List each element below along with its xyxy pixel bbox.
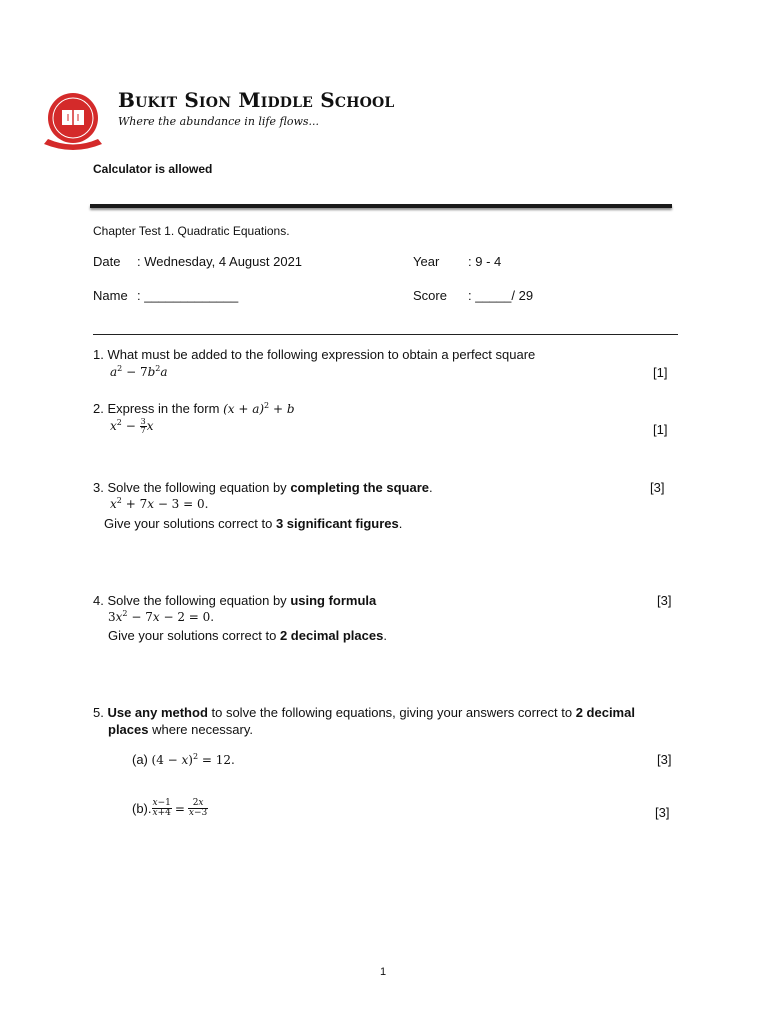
question-4-instruction: Give your solutions correct to 2 decimal places. bbox=[108, 628, 387, 643]
question-3-instruction: Give your solutions correct to 3 significant figures. bbox=[104, 516, 403, 531]
school-motto: Where the abundance in life flows... bbox=[118, 115, 320, 128]
question-3-text: 3. Solve the following equation by completing the square. bbox=[93, 480, 433, 495]
question-2-form: $(x + a)^2 + b$ bbox=[223, 401, 295, 416]
question-4-equation: $3x^2 - 7x - 2 = 0$. bbox=[108, 609, 215, 624]
year-label: Year bbox=[413, 254, 440, 269]
date-label: Date bbox=[93, 254, 121, 269]
question-5b-rhs: $\frac{2x}{x-3}$ bbox=[188, 798, 208, 818]
question-1-text: 1. What must be added to the following expression to obtain a perfect square bbox=[93, 347, 536, 362]
question-5-text-cont: places where necessary. bbox=[108, 722, 254, 737]
test-title: Chapter Test 1. Quadratic Equations. bbox=[93, 224, 290, 238]
question-5b-lhs: $\frac{x-1}{x+4}$ bbox=[152, 798, 171, 818]
question-5b-mark: [3] bbox=[655, 805, 670, 820]
question-2-mark: [1] bbox=[653, 422, 668, 437]
question-5b: (b). $\frac{x-1}{x+4}$ = $\frac{2x}{x-3}$ bbox=[132, 798, 208, 818]
year-value: : 9 - 4 bbox=[468, 254, 502, 269]
name-label: Name bbox=[93, 288, 128, 303]
question-2-text: 2. Express in the form $(x + a)^2 + b$ bbox=[93, 401, 295, 416]
score-field: : _____/ 29 bbox=[468, 288, 534, 303]
name-field: : _____________ bbox=[137, 288, 239, 303]
date-value: : Wednesday, 4 August 2021 bbox=[137, 254, 303, 269]
question-3-mark: [3] bbox=[650, 480, 665, 495]
question-1-expression: $a^2 - 7b^2a$ bbox=[110, 364, 168, 379]
calculator-note: Calculator is allowed bbox=[93, 162, 213, 176]
page-number: 1 bbox=[380, 966, 387, 978]
score-label: Score bbox=[413, 288, 447, 303]
school-name: Bukit Sion Middle School bbox=[118, 88, 395, 112]
question-5a-equation: $(4 - x)^2 = 12$. bbox=[151, 752, 235, 767]
header-divider bbox=[90, 204, 672, 208]
question-2-expression: $x^2$ − $\frac{3}{7}$ x bbox=[110, 417, 154, 435]
question-1-mark: [1] bbox=[653, 365, 668, 380]
info-divider bbox=[93, 334, 678, 335]
question-5a-mark: [3] bbox=[657, 752, 672, 767]
school-logo bbox=[40, 90, 106, 156]
question-4-text: 4. Solve the following equation by using formula bbox=[93, 593, 377, 608]
question-5-text: 5. Use any method to solve the following equations, giving your answers correct to 2 decimal bbox=[93, 705, 635, 720]
question-3-equation: $x^2 + 7x - 3 = 0$. bbox=[110, 496, 209, 511]
question-4-mark: [3] bbox=[657, 593, 672, 608]
question-5a: (a) $(4 - x)^2 = 12$. bbox=[132, 752, 235, 767]
